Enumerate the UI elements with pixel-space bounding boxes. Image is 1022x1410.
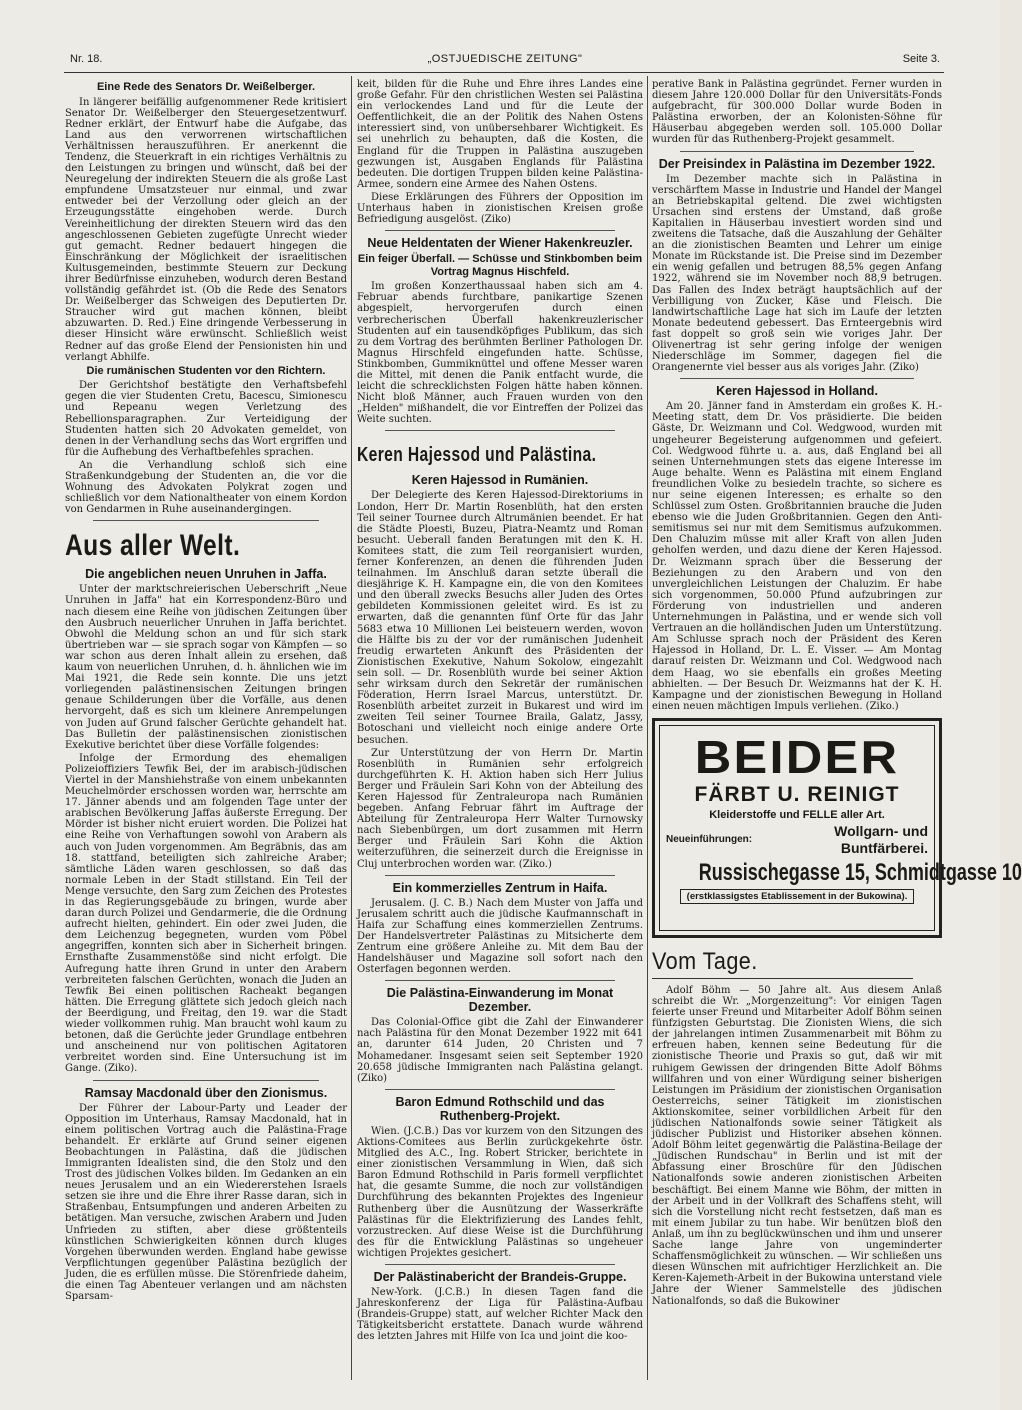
- column-divider-2: [647, 76, 648, 1380]
- article-text: Wien. (J.C.B.) Das vor kurzem von den Sitzungen des Aktions-Comitees aus Berlin zurückgekehrte östr. Mitglied des A.C., Ing. Robert Stricker, berichtete in einer zionistischen Versammlung in Wien, daß sich Baron Edmund Rothschild in Paris formell verpflichtet hat, die gesamte Summe, die noch zur vollständigen Durchführung des bekannten Projektes des Ingenieur Ruthenberg über die Ausnützung der Wasserkräfte Palästinas für die Elektrifizierung des Landes fehlt, vorzustrecken. Auf diese Weise ist die Durchführung des für die Entwicklung Palästinas so ungeheuer wichtigen Projektes gesichert.: [357, 1125, 643, 1259]
- article-title-rumaenien: Keren Hajessod in Rumänien.: [411, 473, 589, 488]
- article-text: In längerer beifällig aufgenommener Rede kritisiert Senator Dr. Weißelberger den Steuergesetzentwurf. Redner erklärt, der Entwurf habe die Aufgabe, das Land aus den verworrenen wirtschaftlichen Verhältnissen herauszuführen. Er anerkennt die Tendenz, die Steuerkraft in ein richtiges Verhältnis zu den Leistungen zu bringen und wünscht, daß bei der Neuregelung der indirekten Steuern die als große Last empfundene Umsatzsteuer nur einmal, und zwar entweder bei der Verzollung oder gleich an der Erzeugungsstätte eingehoben werde. Durch Vereinheitlichung der direkten Steuern wird das den angeschlossenen Gebieten zugefügte Unrecht wieder gut gemacht. Redner bedauert hingegen die Einschränkung der Möglichkeit der israelitischen Kultusgemeinden, bestimmte Steuern zur Deckung ihrer Bedürfnisse einzuheben, wodurch deren Bestand vollständig gefährdet ist. (Ob die Rede des Senators Dr. Weißelberger das Schweigen des Deputierten Dr. Straucher wird gut machen können, bleibt abzuwarten. D. Red.) Eine dringende Verbesserung in dieser Hinsicht wäre erwünscht. Schließlich weist Redner auf das große Elend der Pensionisten hin und verlangt Abhilfe.: [65, 96, 347, 363]
- column-1: [65, 79, 347, 1379]
- article-title-jaffa: Die angeblichen neuen Unruhen in Jaffa.: [85, 567, 327, 582]
- issue-number: Nr. 18.: [70, 53, 103, 65]
- ad-brand-name: BEIDER: [694, 730, 900, 783]
- article-title-macdonald: Ramsay Macdonald über den Zionismus.: [84, 1085, 328, 1100]
- ad-tagline: (erstklassigstes Etablissement in der Bukowina).: [680, 889, 915, 904]
- section-banner-vom-tage: Vom Tage.: [652, 948, 913, 979]
- section-banner-keren-hajessod: Keren Hajessod und Palästina.: [357, 444, 597, 467]
- article-text: Unter der marktschreierischen Ueberschrift „Neue Unruhen in Jaffa" hat ein Korrespondenz-Büro und nach diesem eine Reihe von jüdischen Zeitungen über den Ausbruch neuerlicher Unruhen in Jaffa berichtet. Obwohl die Meldung schon an und für sich stark übertrieben war — sie sprach sogar von Kämpfen — so war schon aus deren Inhalt allein zu ersehen, daß kaum von neuerlichen Unruhen, d. h. ähnlichen wie im Mai 1921, die Rede sein konnte. Die uns jetzt vorliegenden palästinensischen Zeitungen bringen genaue Schilderungen über die Vorfälle, aus denen hervorgeht, daß es sich um kleinere Anrempelungen von Juden auf Grund falscher Gerüchte gehandelt hat. Das Bulletin der palästinensischen zionistischen Exekutive berichtet über diese Vorfälle folgendes:: [65, 584, 347, 751]
- article-title-rothschild: Baron Edmund Rothschild und das Ruthenberg-Projekt.: [395, 1094, 605, 1123]
- section-separator: [385, 430, 615, 431]
- column-divider-1: [351, 76, 352, 1380]
- ad-slogan: FÄRBT U. REINIGT: [694, 782, 900, 806]
- section-separator: [385, 1264, 615, 1265]
- section-separator: [385, 875, 615, 876]
- article-title-rumanian-students: Die rumänischen Studenten vor den Richtern.: [86, 364, 326, 377]
- article-text: perative Bank in Palästina gegründet. Ferner wurden in diesem Jahre 120.000 Dollar für den Universitäts-Fonds aufgebracht, für 300.000 Dollar wurde Boden in Palästina erworben, der an Kolonisten-Söhne für Häuserbau abgegeben werden soll. 105.000 Dollar wurden für das Ruthenberg-Projekt gesammelt.: [652, 79, 942, 146]
- article-text: An die Verhandlung schloß sich eine Straßenkundgebung der Studenten an, die vor die Wohnung des Advokaten Polykrat zogen und schließlich vor dem Nationaltheater von einem Kordon von Gendarmen in Ruhe auseinandergingen.: [65, 459, 347, 516]
- section-separator: [93, 1080, 319, 1081]
- article-text: Zur Unterstützung der von Herrn Dr. Martin Rosenblüth in Rumänien sehr erfolgreich durchgeführten K. H. Aktion haben sich Herr Julius Berger und Fräulein Sari Kohn von der Abteilung des Keren Hajessod für Zentraleuropa nach Rumänien begeben. Anfang Februar fährt im Auftrage der Abteilung für Zentraleuropa Herr Walter Turnowsky nach Siebenbürgen, um dort zusammen mit Herrn Berger und Fräulein Sari Kohn die Aktion weiterzuführen, die seinerzeit durch die Ereignisse in Cluj unterbrochen worden war. (Ziko.): [357, 747, 643, 870]
- newspaper-title: „OSTJUEDISCHE ZEITUNG": [427, 53, 583, 65]
- ad-new-label: Neueinführungen:: [666, 834, 753, 846]
- running-header: [70, 51, 940, 71]
- article-text: Der Gerichtshof bestätigte den Verhaftsbefehl gegen die vier Studenten Cretu, Bacescu, Simionescu und Repeanu wegen Verletzung des Rebellionsparagraphen. Zur Verteidigung der Studenten hatten sich 20 Advokaten gemeldet, von denen in der Verhandlung sechs das Wort ergriffen und für die Aufhebung des Verhaftbefehles sprachen.: [65, 380, 347, 458]
- section-separator: [385, 230, 615, 231]
- article-title-einwanderung: Die Palästina-Einwanderung im Monat Dezember.: [386, 986, 614, 1015]
- section-banner-aus-aller-welt: Aus aller Welt.: [65, 529, 241, 563]
- article-text: Im großen Konzerthaussaal haben sich am 4. Februar abends furchtbare, panikartige Szenen abgespielt, hervorgerufen durch einen verbrecherischen Überfall hakenkreuzlerischer Studenten auf ein tausendköpfiges Publikum, das sich zu dem Vortrag des berühmten Berliner Pathologen Dr. Magnus Hirschfeld eingefunden hatte. Schüsse, Stinkbomben, Gummiknüttel und offene Messer waren die Mittel, mit denen die Panik entfacht wurde, die leicht die schrecklichsten Folgen hätte haben können. Nicht bloß Männer, auch Frauen wurden von den „Helden" mißhandelt, die vor Eintreffen der Polizei das Weite suchten.: [357, 281, 643, 426]
- section-separator: [385, 980, 615, 981]
- section-separator: [385, 1089, 615, 1090]
- article-title-holland: Keren Hajessod in Holland.: [716, 384, 878, 399]
- page-number: Seite 3.: [902, 53, 940, 65]
- article-text: Das Colonial-Office gibt die Zahl der Einwanderer nach Palästina für den Monat Dezember 1922 mit 641 an, darunter 614 Juden, 20 Christen und 7 Mohamedaner. Insgesamt seien seit September 1920 20.658 jüdische Immigranten nach Palästina gelangt. (Ziko): [357, 1017, 643, 1084]
- article-text: keit, bilden für die Ruhe und Ehre ihres Landes eine große Gefahr. Für den christlichen Westen sei Palästina ein verlockendes Land und für die Leute der Oeffentlichkeit, die an der Politik des Nahen Ostens interessiert sind, von unübersehbarer Wichtigkeit. Es sei unehrlich zu behaupten, daß die Kosten, die England für die Truppen in Palästina auszugeben gezwungen ist, Ausgaben Englands für Palästina bedeuten. Die dortigen Truppen bilden keine Palästina-Armee, sondern eine Armee des Nahen Ostens.: [357, 79, 643, 190]
- header-rule: [64, 72, 944, 73]
- section-separator: [680, 378, 914, 379]
- article-title-hakenkreuzler: Neue Heldentaten der Wiener Hakenkreuzler.: [367, 236, 633, 251]
- article-text: Der Führer der Labour-Party und Leader der Opposition im Unterhaus, Ramsay Macdonald, hat in einem politischen Vortrag auch die Palästina-Frage behandelt. Er erklärte auf Grund seiner eigenen Beobachtungen in Palästina, daß die jüdischen Immigranten Idealisten sind, die den Stolz und den Trost des jüdischen Volkes bilden. Im Gedanken an ein neues Jerusalem und an ein Wiedererstehen Israels setzen sie ihre und die Ehre ihrer Rasse daran, sich in Straßenbau, Entsumpfungen und anderen Arbeiten zu betätigen. Man versuche, zwischen Arabern und Juden Unfrieden zu stiften, aber diese größtenteils künstlichen Schwierigkeiten können durch kluges Vorgehen überwunden werden. England habe gewisse Verpflichtungen gegenüber Palästina bezüglich der Juden, die es erfüllen müsse. Die Störenfriede daheim, die einen Tag Abenteuer verlangen und am nächsten Sparsam-: [65, 1102, 347, 1303]
- article-text: Jerusalem. (J. C. B.) Nach dem Muster von Jaffa und Jerusalem schritt auch die jüdische Kaufmannschaft in Haifa zur Schaffung eines kommerziellen Zentrums. Der Handelsvertreter Palästinas zu Mitsichertе dem Zentrum eine größere Anleihe zu. Mit dem Bau der Handelshäuser und Magazine soll sofort nach den Osterfagen begonnen werden.: [357, 897, 643, 976]
- ad-services: Kleiderstoffe und FELLE aller Art.: [709, 808, 885, 821]
- advertisement-beider: [652, 718, 1022, 938]
- article-title-brandeis: Der Palästinabericht der Brandeis-Gruppe.: [373, 1269, 627, 1284]
- ad-address: Russischegasse 15, Schmidtgasse 10: [698, 858, 1022, 886]
- section-separator: [680, 151, 914, 152]
- article-title-preisindex: Der Preisindex in Palästina im Dezember 1922.: [658, 156, 936, 171]
- section-separator: [93, 520, 319, 521]
- article-title-weisselberger: Eine Rede des Senators Dr. Weißelberger.: [96, 81, 316, 93]
- article-text: New-York. (J.C.B.) In diesen Tagen fand die Jahreskonferenz der Liga für Palästina-Aufbau (Brandeis-Gruppe) statt, auf welcher Richter Mack den Tätigkeitsbericht erstattete. Danach wurde während des letzten Jahres mit Hilfe von Ica und joint die koo-: [357, 1286, 643, 1343]
- article-title-haifa: Ein kommerzielles Zentrum in Haifa.: [392, 880, 608, 895]
- article-subtitle-hakenkreuzler: Ein feiger Überfall. — Schüsse und Stinkbomben beim Vortrag Magnus Hischfeld.: [357, 253, 643, 278]
- article-text: Am 20. Jänner fand in Amsterdam ein großes K. H.-Meeting statt, dem Dr. Vos präsidierte. Die beiden Gäste, Dr. Weizmann und Col. Wedgwood, wurden mit ungeheurer Begeisterung aufgenommen und gefeiert. Col. Wedgwood führte u. a. aus, daß England bei all seinen Unternehmungen stets das eigene Interesse im Auge behalte. Wenn es Palästina mit einem England freundlichen Volke zu besiedeln trachte, so sichere es nur seine eigenen Interessen; es erhalte so den Schlüssel zum Osten. Großbritannien brauche die Juden ebenso wie die Juden Großbritannien. Gegen den Anti-semitismus sei nur mit dem Semitismus aufzukommen. Den Chaluzim müsse mit aller Kraft von allen Juden geholfen werden, und dazu diene der Keren Hajessod. Dr. Weizmann sprach über die Besserung der Beziehungen zu den Arabern und von den unvergleichlichen Leistungen der Chaluzim. Er habe sich vorgenommen, 50.000 Pfund aufzubringen zur Förderung von industriellen und anderen Unternehmungen in Palästina, und er wende sich voll Vertrauen an die holländischen Juden um Unterstützung. Am Schlusse sprach noch der Präsident des Keren Hajessod in Holland, Dr. L. E. Visser. — Am Montag darauf reisten Dr. Weizmann und Col. Wedgwood nach dem Haag, wo sie ebenfalls ein großes Meeting abhielten. — Der Besuch Dr. Weizmanns hat der K. H. Kampagne und der zionistischen Bewegung in Holland einen neuen mächtigen Impuls verliehen. (Ziko.): [652, 401, 942, 712]
- article-text: Der Delegierte des Keren Hajessod-Direktoriums in London, Herr Dr. Martin Rosenblüth, hat den ersten Teil seiner Tournee durch Altrumänien beendet. Er hat die Städte Ploesti, Buzeu, Piatra-Neamtz und Roman besucht. Ueberall fanden Beratungen mit den K. H. Komitees statt, die zum Teil reorganisiert wurden, ferner Konferenzen, an denen die führenden Juden teilnahmen. Im Anschluß daran setzte überall die diesjährige K. H. Kampagne ein, die von den Komitees und den überall zwecks Besuchs aller Juden des Ortes gebildeten Kommissionen geleitet wird. Es ist zu erwarten, daß die genannten fünf Orte für das Jahr 5683 etwa 10 Millionen Lei beisteuern werden, wovon die Hälfte bis zu der vor der rumänischen Judenheit freudig erwarteten Ankunft des Präsidenten der Zionistischen Exekutive, Nahum Sokolow, eingezahlt sein soll. — Dr. Rosenblüth wurde bei seiner Aktion sehr wirksam durch den Sekretär der rumänischen Föderation, Herrn Israel Marcus, unterstützt. Dr. Rosenblüth arbeitet zurzeit in Bukarest und wird im zweiten Teil seiner Tournee Braila, Galatz, Jassy, Botoschani und vielleicht noch einige andere Orte besuchen.: [357, 490, 643, 746]
- article-text: Diese Erklärungen des Führers der Opposition im Unterhaus haben in zionistischen Kreisen große Befriedigung ausgelöst. (Ziko): [357, 191, 643, 226]
- article-text: Infolge der Ermordung des ehemaligen Polizeioffiziers Tewfik Bei, der im arabisch-jüdischen Viertel in der Manshiehstraße von einem unbekannten Meuchelmörder erschossen worden war, herrschte am 17. Jänner abends und am folgenden Tage unter der arabischen Bevölkerung Jaffas äußerste Erregung. Der Mörder ist bisher nicht eruiert worden. Die Polizei hat eine Reihe von Verhaftungen sowohl von Arabern als auch von Juden vorgenommen. Am Begräbnis, das am 18. stattfand, beteiligten sich zahlreiche Araber; sämtliche Läden waren geschlossen, so daß das normale Leben in der Stadt stillstand. Ein Teil der Menge versuchte, den Sarg zum Zeichen des Protestes in das Regierungsgebäude zu bringen, wurde aber daran durch Polizei und Gendarmerie, die die Ordnung aufrecht hielten, gehindert. Ein oder zwei Juden, die dem Leichenzug begegneten, wurden vom Pöbel angegriffen, konnten sich aber in Sicherheit bringen. Ernsthafte Zusammenstöße sind nicht erfolgt. Die Aufregung hatte ihren Grund in unter den Arabern verbreiteten falschen Gerüchten, wonach die Juden an Tewfik Bei einen politischen Racheakt begangen hätten. Die Erregung glättete sich jedoch gleich nach der Beerdigung, und Freitag, den 19. war die Stadt wieder vollkommen ruhig. Man braucht wohl kaum zu betonen, daß die Gerüchte jeder Grundlage entbehren und anscheinend nur von politischen Agitatoren verbreitet worden sind. Eine Untersuchung ist im Gange. (Ziko).: [65, 752, 347, 1075]
- column-3: [652, 79, 1022, 1379]
- article-text: Adolf Böhm — 50 Jahre alt. Aus diesem Anlaß schreibt die Wr. „Morgenzeitung": Vor einigen Tagen feierte unser Freund und Mitarbeiter Adolf Böhm seinen fünfzigsten Geburtstag. Die Zionisten Wiens, die sich der jahrelangen intimen Zusammenarbeit mit Böhm zu erfreuen haben, kennen seine Bedeutung für die zionistische Theorie und Praxis so gut, daß wir mit ruhigem Gewissen der dringenden Bitte Adolf Böhms willfahren und von einer Würdigung seiner bisherigen Leistungen im Präsidium der zionistischen Organisation Oesterreichs, seiner Tätigkeit im zionistischen Aktionskomitee, seiner vorbildlichen Arbeit für den jüdischen Nationalfonds sowie seiner Tätigkeit als jüdischer Publizist und Historiker absehen können. Adolf Böhm leitet gegenwärtig die Palästina-Beilage der „Jüdischen Rundschau" in Berlin und ist mit der Abfassung einer Broschüre für den Jüdischen Nationalfonds sowie anderen zionistischen Arbeiten beschäftigt. Bei einem Manne wie Böhm, der mitten in der Arbeit und in der Vollkraft des Schaffens steht, will sich die Vorstellung nicht recht festsetzen, daß man es mit einem Jubilar zu tun habe. Wir benützen bloß den Anlaß, um ihn zu beglückwünschen und ihm und unserer Sache lange Jahre von ungeminderter Schaffensmöglichkeit zu wünschen. — Wir schließen uns diesen Wünschen mit aufrichtiger Herzlichkeit an. Die Keren-Kajemeth-Arbeit in der Bukowina unterstand viele Jahre der Wiener Sammelstelle des jüdischen Nationalfonds, so daß die Bukowiner: [652, 984, 942, 1307]
- article-text: Im Dezember machte sich in Palästina in verschärftem Masse in Industrie und Handel der Mangel an Betriebskapital geltend. Die zwei wichtigsten Ursachen sind erstens der Umstand, daß große Kapitalien in Häuserbau investiert worden sind und zweitens die Tatsache, daß die Auszahlung der Gehälter an die zionistischen Beamten und Lehrer um einige Monate im Rückstande ist. Die Preise sind im Dezember ein wenig gefallen und betrugen 88,5% gegen Anfang 1922, während sie im November noch 88,9 betrugen. Das Fallen des Index beträgt hauptsächlich auf der Verbilligung von Zucker, Käse und Fleisch. Die landwirtschaftliche Lage hat sich im Laufe der letzten Monate bedeutend gebessert. Das Ernteergebnis wird fast doppelt so groß sein wie voriges Jahr. Der Olivenertrag ist sehr gering infolge der wenigen Niederschläge im Sommer, dagegen fiel die Orangenernte viel besser aus als voriges Jahr. (Ziko): [652, 173, 942, 374]
- ad-new-services: Wollgarn- und Buntfärberei.: [834, 822, 928, 856]
- column-2: [357, 79, 643, 1379]
